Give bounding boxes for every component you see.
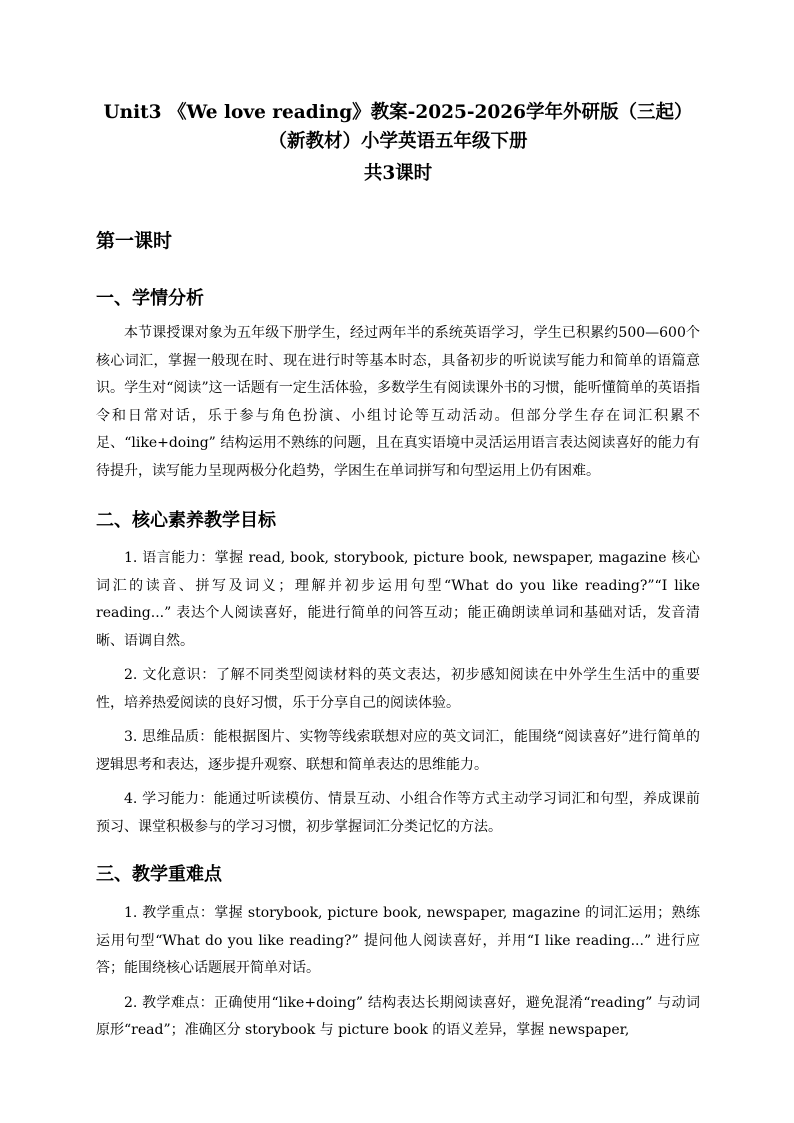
section-heading-teaching-objectives: 二、核心素养教学目标 [96,510,276,531]
lesson-heading: 第一课时 [96,230,173,252]
key-point-item: 1. 教学重点：掌握 storybook, picture book, newspaper, magazine 的词汇运用；熟练运用句型“What do you like reading?” 提问他人阅读喜好，并用“I like reading...” 进行应答；能围绕核心话题展开简单对话。 [96,905,700,976]
difficult-point-item: 2. 教学难点：正确使用“like+doing” 结构表达长期阅读喜好，避免混淆“reading” 与动词原形“read”；准确区分 storybook 与 picture book 的语义差异，掌握 newspaper, [96,994,700,1038]
objective-item-thinking: 3. 思维品质：能根据图片、实物等线索联想对应的英文词汇，能围绕“阅读喜好”进行简单的逻辑思考和表达，逐步提升观察、联想和简单表达的思维能力。 [96,729,700,773]
objective-item-language: 1. 语言能力：掌握 read, book, storybook, picture book, newspaper, magazine 核心词汇的读音、拼写及词义；理解并初步运用句型“What do you like reading?”“I like reading...” 表达个人阅读喜好，能进行简单的问答互动；能正确朗读单词和基础对话，发音清晰、语调自然。 [96,550,700,649]
document-page [96,98,700,1045]
objective-item-culture: 2. 文化意识：了解不同类型阅读材料的英文表达，初步感知阅读在中外学生生活中的重要性，培养热爱阅读的良好习惯，乐于分享自己的阅读体验。 [96,667,700,711]
section-heading-key-points: 三、教学重难点 [96,864,222,885]
learner-analysis-paragraph: 本节课授课对象为五年级下册学生，经过两年半的系统英语学习，学生已积累约500—600个核心词汇，掌握一般现在时、现在进行时等基本时态，具备初步的听说读写能力和简单的语篇意识。学生对“阅读”这一话题有一定生活体验，多数学生有阅读课外书的习惯，能听懂简单的英语指令和日常对话，乐于参与角色扮演、小组讨论等互动活动。但部分学生存在词汇积累不足、“like+doing” 结构运用不熟练的问题，且在真实语境中灵活运用语言表达阅读喜好的能力有待提升，读写能力呈现两极分化趋势，学困生在单词拼写和句型运用上仍有困难。 [96,325,700,479]
objective-item-learning: 4. 学习能力：能通过听读模仿、情景互动、小组合作等方式主动学习词汇和句型，养成课前预习、课堂积极参与的学习习惯，初步掌握词汇分类记忆的方法。 [96,791,700,835]
document-title: Unit3 《We love reading》教案-2025-2026学年外研版（三起）（新教材）小学英语五年级下册 [103,102,693,152]
document-subtitle: 共3课时 [363,163,433,184]
section-heading-learner-analysis: 一、学情分析 [96,288,204,309]
